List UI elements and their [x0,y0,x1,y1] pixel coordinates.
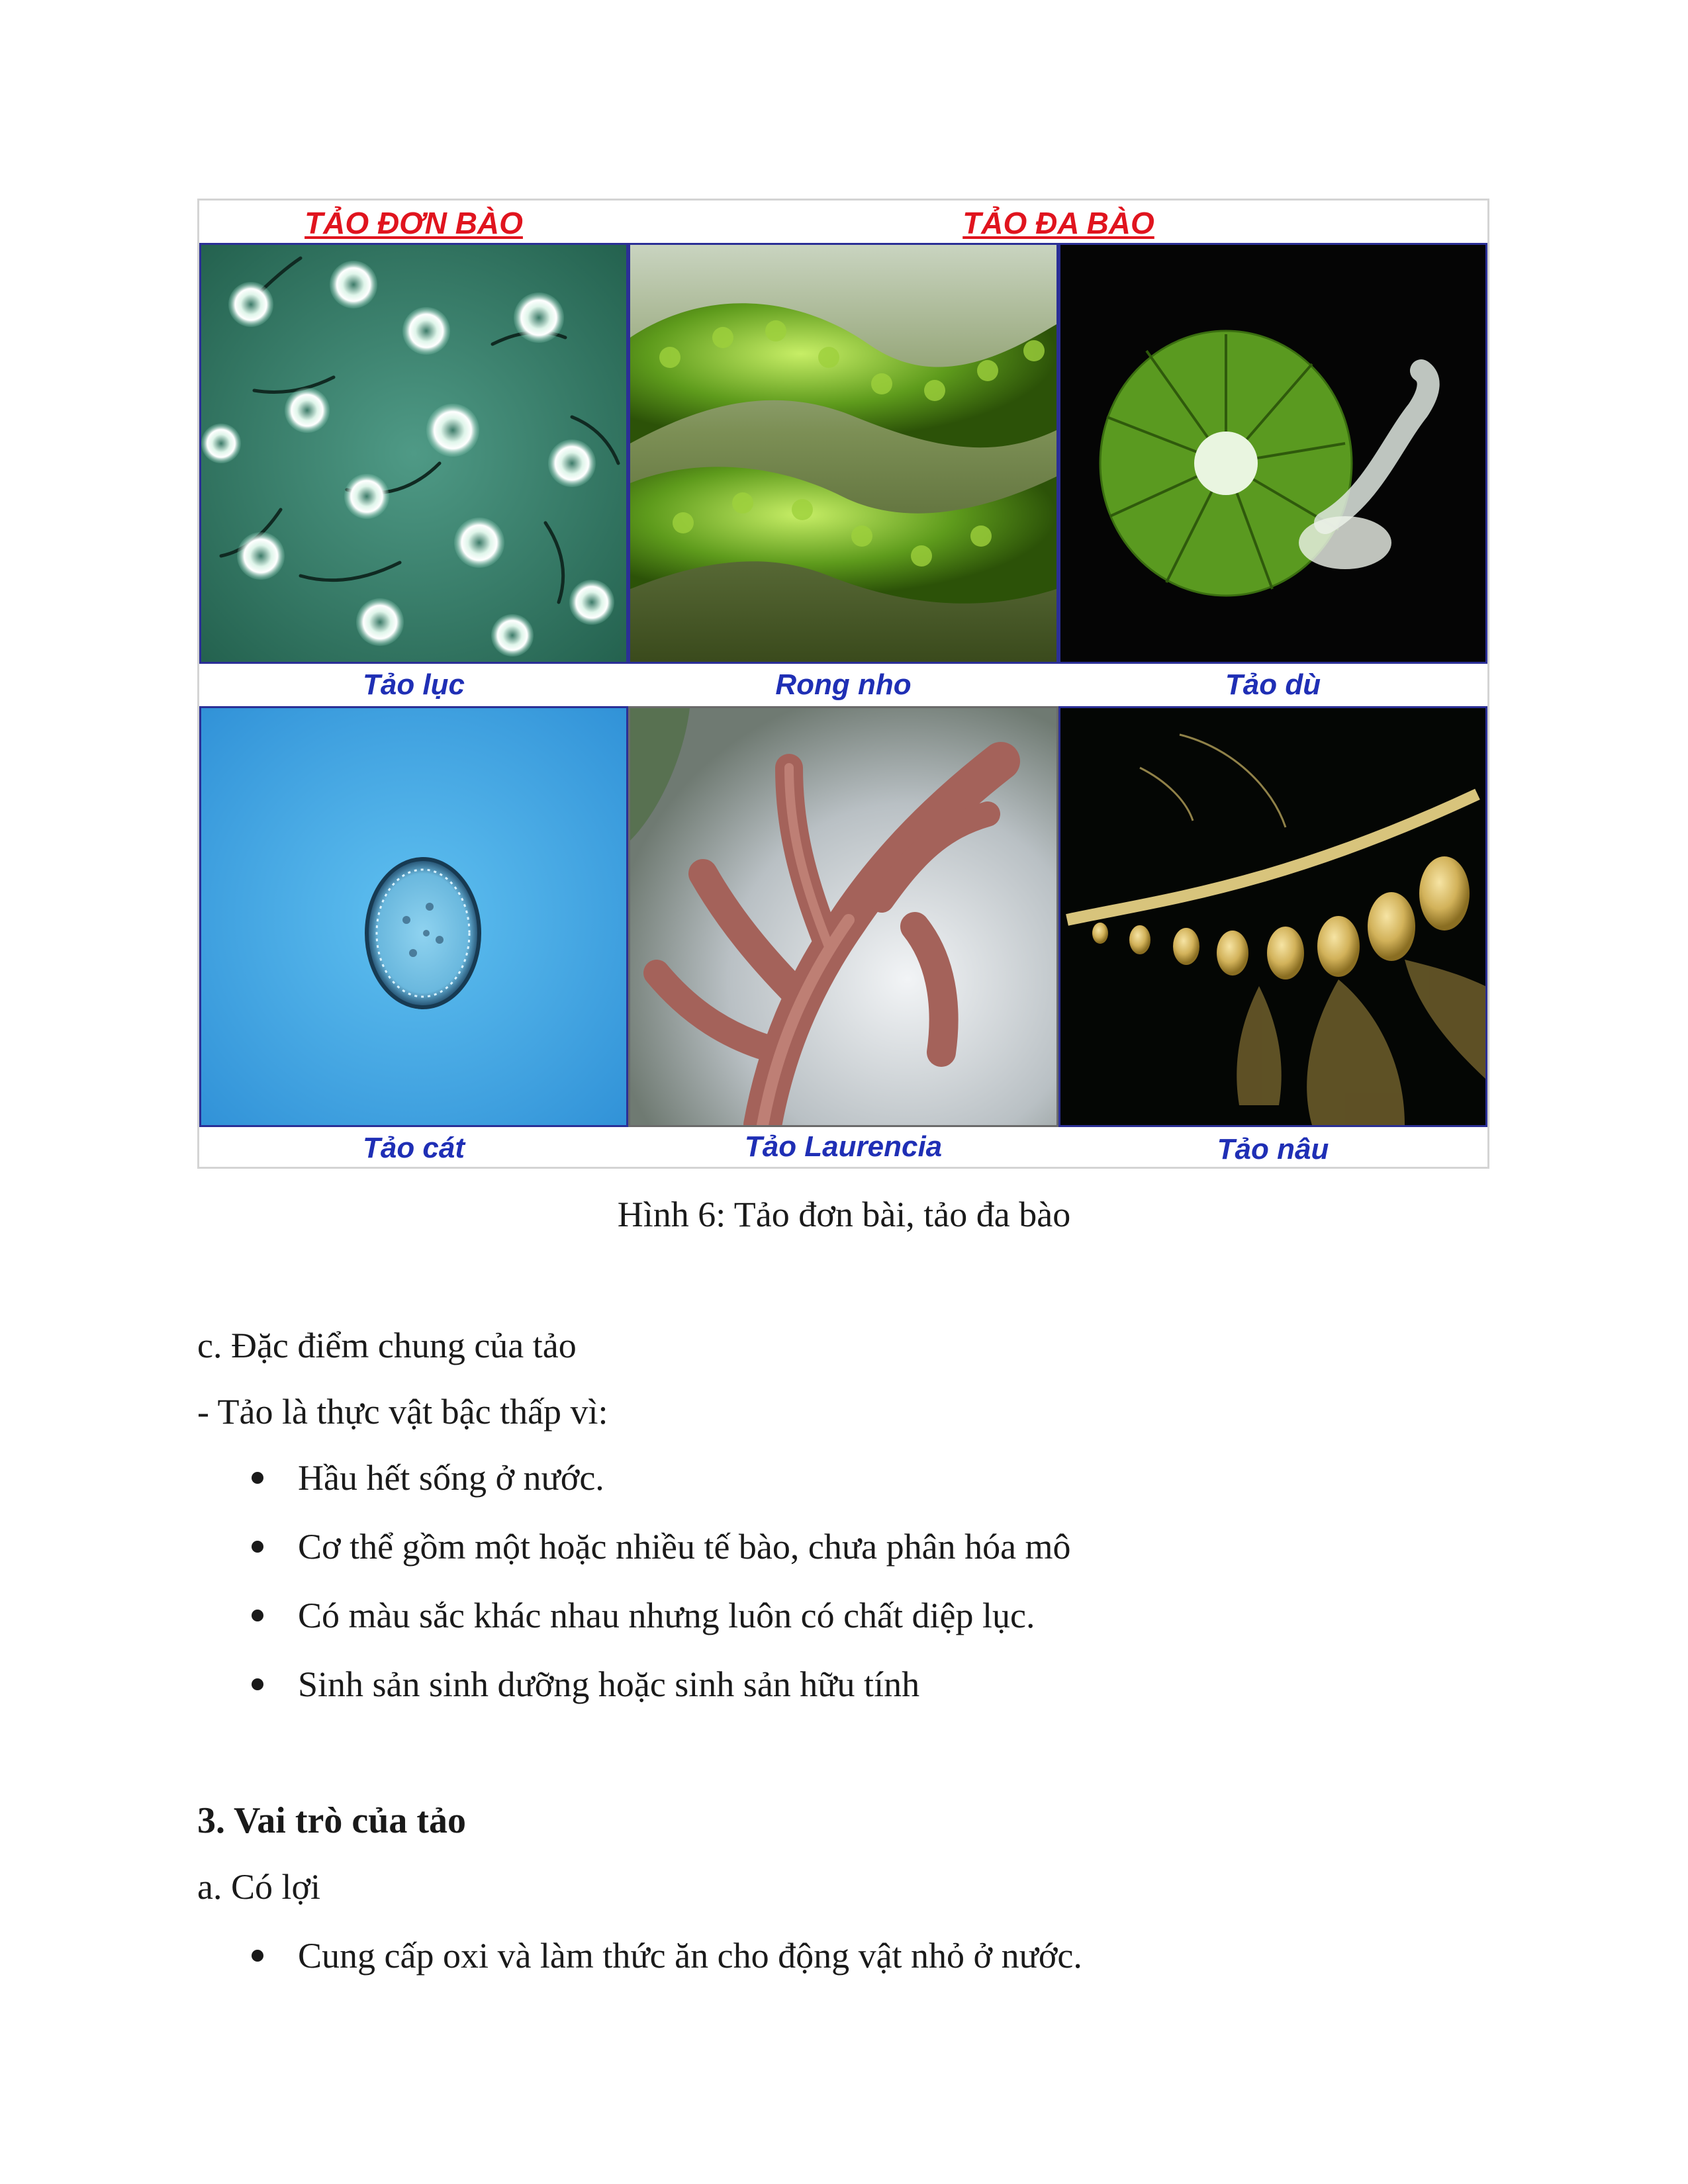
bullet-icon [252,1541,263,1553]
caption-diatom: Tảo cát [362,1132,465,1164]
photo-brown-algae [1058,706,1487,1127]
caption-laurencia: Tảo Laurencia [744,1130,943,1163]
photo-sea-grapes [628,243,1058,664]
photo-laurencia [628,706,1058,1127]
section-c-title: c. Đặc điểm chung của tảo [197,1326,577,1365]
caption-sea-grapes: Rong nho [775,668,912,701]
caption-brown-algae: Tảo nâu [1217,1133,1329,1165]
list-item-text: Cung cấp oxi và làm thức ăn cho động vật nhỏ ở nước. [298,1936,1082,1976]
header-unicellular: TẢO ĐƠN BÀO [305,206,523,240]
caption-umbrella-algae: Tảo dù [1225,668,1321,701]
bullet-icon [252,1610,263,1621]
caption-green-algae: Tảo lục [362,668,465,701]
header-multicellular: TẢO ĐA BÀO [962,206,1154,240]
bullet-icon [252,1678,263,1690]
list-item-text: Có màu sắc khác nhau nhưng luôn có chất diệp lục. [298,1596,1035,1635]
section-3-heading: 3. Vai trò của tảo [197,1800,466,1841]
bullet-icon [252,1472,263,1484]
photo-green-algae [199,243,628,664]
list-item-text: Cơ thể gồm một hoặc nhiều tế bào, chưa phân hóa mô [298,1527,1071,1567]
algae-figure [197,199,1489,1169]
section-3-sub-a: a. Có lợi [197,1867,321,1907]
list-item-text: Sinh sản sinh dưỡng hoặc sinh sản hữu tính [298,1664,920,1704]
figure-caption: Hình 6: Tảo đơn bài, tảo đa bào [617,1195,1071,1234]
section-c-intro: - Tảo là thực vật bậc thấp vì: [197,1392,608,1432]
bullet-icon [252,1950,263,1962]
photo-diatom [199,706,628,1127]
list-item-text: Hầu hết sống ở nước. [298,1458,604,1498]
photo-umbrella-algae [1058,243,1487,664]
